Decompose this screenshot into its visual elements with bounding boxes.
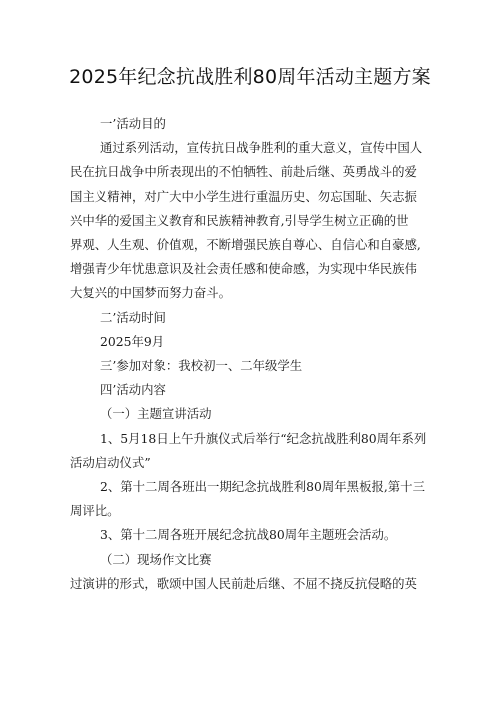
list-item-line: 1、5月18日上午升旗仪式后举行“纪念抗战胜利80周年系列 <box>100 430 427 446</box>
section-heading-time: 二’活动时间 <box>100 309 166 325</box>
paragraph-line: 过演讲的形式，歌颂中国人民前赴后继、不屈不挠反抗侵略的英 <box>70 575 417 591</box>
section-heading-purpose: 一’活动目的 <box>100 116 166 131</box>
time-value: 2025年9月 <box>100 333 165 349</box>
paragraph-line: 界观、人生观、价值观，不断增强民族自尊心、自信心和自豪感, <box>70 237 421 253</box>
document-title: 2025年纪念抗战胜利80周年活动主题方案 <box>69 66 431 88</box>
paragraph-line: 民在抗日战争中所表现出的不怕牺牲、前赴后继、英勇战斗的爱 <box>70 164 417 180</box>
list-item-line: 周评比。 <box>70 503 120 519</box>
list-item-line: 2、第十二周各班出一期纪念抗战胜利80周年黑板报,第十三 <box>100 479 425 495</box>
paragraph-line: 国主义精神，对广大中小学生进行重温历史、勿忘国耻、矢志振 <box>70 188 417 204</box>
subsection-heading-lecture: （一）主题宣讲活动 <box>100 406 212 422</box>
section-heading-content: 四’活动内容 <box>100 382 166 398</box>
paragraph-line: 增强青少年忧患意识及社会责任感和使命感，为实现中华民族伟 <box>70 261 417 277</box>
list-item-line: 3、第十二周各班开展纪念抗战80周年主题班会活动。 <box>100 527 397 543</box>
paragraph-line: 通过系列活动，宣传抗日战争胜利的重大意义，宣传中国人 <box>100 140 423 156</box>
section-heading-participants: 三’参加对象：我校初一、二年级学生 <box>100 358 303 374</box>
paragraph-line: 兴中华的爱国主义教育和民族精神教育,引导学生树立正确的世 <box>70 212 409 228</box>
subsection-heading-essay: （二）现场作文比赛 <box>100 551 212 567</box>
list-item-line: 活动启动仪式” <box>70 454 151 470</box>
paragraph-line: 大复兴的中国梦而努力奋斗。 <box>70 285 232 301</box>
document-body <box>70 112 434 596</box>
